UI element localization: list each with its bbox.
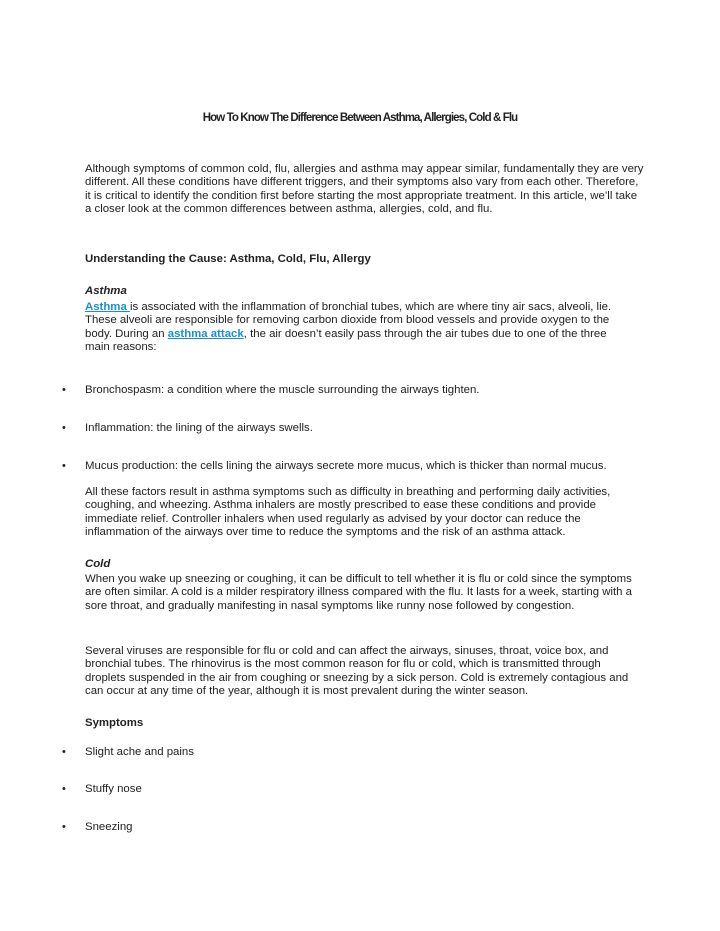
bullet-marker: • xyxy=(62,821,66,833)
intro-paragraph: Although symptoms of common cold, flu, allergies and asthma may appear similar, fundamentally they are very different. All these conditions have different triggers, and their symptoms also vary from each other. Therefore, it is critical to identify the condition first before starting the most appropriate treatment. In this article, we’ll take a closer look at the common differences between asthma, allergies, cold, and flu. xyxy=(85,163,644,216)
bullet-marker: • xyxy=(62,384,66,396)
bullet-marker: • xyxy=(62,460,66,472)
symptoms-heading: Symptoms xyxy=(85,717,144,729)
asthma-bullet-2: Inflammation: the lining of the airways swells. xyxy=(85,422,313,434)
document-title: How To Know The Difference Between Asthma, Allergies, Cold & Flu xyxy=(202,112,518,124)
cold-paragraph-2: Several viruses are responsible for flu or cold and can affect the airways, sinuses, throat, voice box, and bronchial tubes. The rhinovirus is the most common reason for flu or cold, which is transmitted through droplets suspended in the air from coughing or sneezing by a sick person. Cold is extremely contagious and can occur at any time of the year, although it is most prevalent during the winter season. xyxy=(85,645,629,698)
symptom-item-1: Slight ache and pains xyxy=(85,746,194,758)
section-heading: Understanding the Cause: Asthma, Cold, Flu, Allergy xyxy=(85,253,371,265)
asthma-heading: Asthma xyxy=(85,285,127,297)
asthma-text-1: is associated with the inflammation of bronchial tubes, which are where tiny air sacs, alveoli, lie. These alveoli are responsible for removing carbon dioxide from blood vessels and provide oxygen to the body. During an xyxy=(85,301,612,340)
symptom-item-2: Stuffy nose xyxy=(85,783,142,795)
asthma-bullet-1: Bronchospasm: a condition where the muscle surrounding the airways tighten. xyxy=(85,384,480,396)
bullet-marker: • xyxy=(62,783,66,795)
bullet-marker: • xyxy=(62,422,66,434)
bullet-marker: • xyxy=(62,746,66,758)
asthma-after-paragraph: All these factors result in asthma symptoms such as difficulty in breathing and performing daily activities, coughing, and wheezing. Asthma inhalers are mostly prescribed to ease these conditions and provide immediate relief. Controller inhalers when used regularly as advised by your doctor can reduce the inflammation of the airways over time to reduce the symptoms and the risk of an asthma attack. xyxy=(85,486,611,539)
asthma-attack-link[interactable]: asthma attack xyxy=(167,327,244,340)
asthma-link[interactable]: Asthma xyxy=(85,301,130,313)
cold-heading: Cold xyxy=(85,558,111,570)
asthma-bullet-3: Mucus production: the cells lining the airways secrete more mucus, which is thicker than normal mucus. xyxy=(85,460,607,472)
asthma-paragraph xyxy=(85,301,633,355)
symptom-item-3: Sneezing xyxy=(85,821,133,833)
asthma-text-2: , the air doesn’t easily pass through the air tubes due to one of the three main reasons: xyxy=(85,327,607,354)
cold-paragraph-1: When you wake up sneezing or coughing, it can be difficult to tell whether it is flu or cold since the symptoms are often similar. A cold is a milder respiratory illness compared with the flu. It lasts for a week, starting with a sore throat, and gradually manifesting in nasal symptoms like runny nose followed by congestion. xyxy=(85,573,632,612)
